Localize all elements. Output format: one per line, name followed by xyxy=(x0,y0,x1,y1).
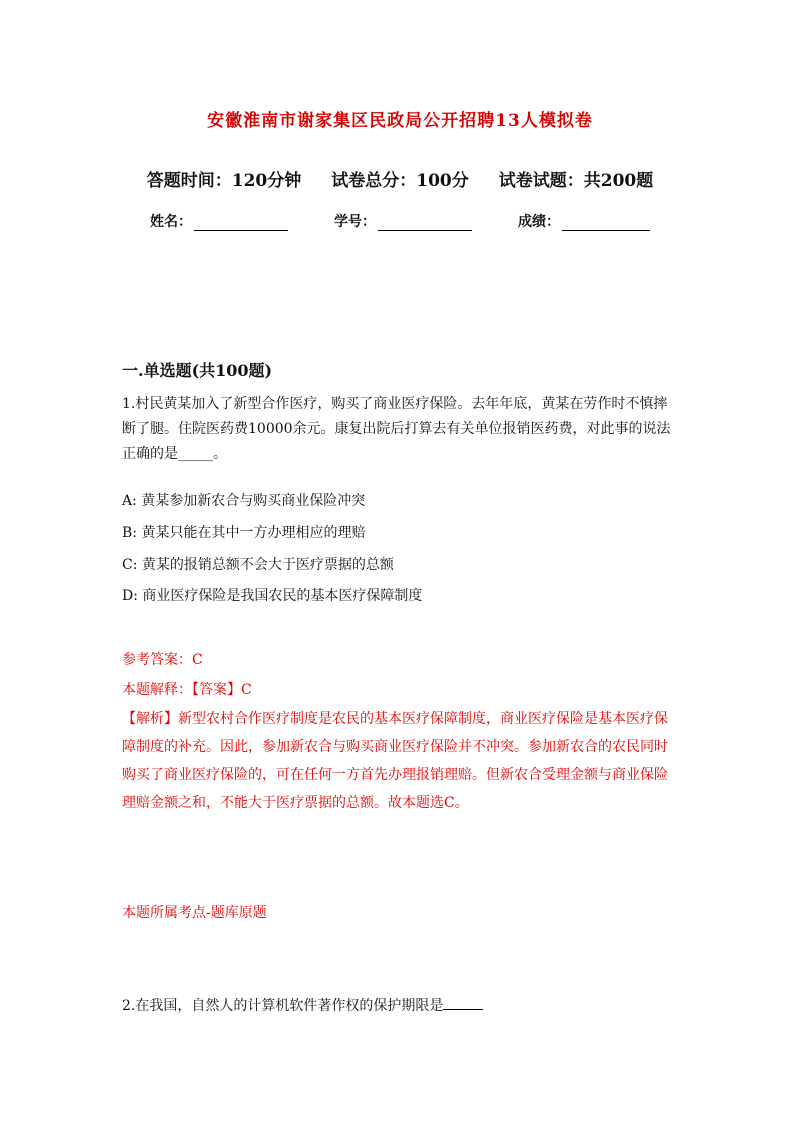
name-label: 姓名： xyxy=(150,214,192,230)
id-blank xyxy=(378,216,472,231)
id-label: 学号： xyxy=(334,214,376,230)
section-title: 一.单选题(共100题) xyxy=(122,361,273,380)
name-blank xyxy=(194,216,288,231)
exam-time: 答题时间：120分钟 xyxy=(146,171,302,191)
student-fields xyxy=(0,211,800,231)
option-c: C: 黄某的报销总额不会大于医疗票据的总额 xyxy=(122,557,394,573)
option-d: D: 商业医疗保险是我国农民的基本医疗保障制度 xyxy=(122,588,423,604)
question-2 xyxy=(122,994,678,1019)
analysis-head: 本题解释：【答案】C xyxy=(122,682,252,698)
reference-answer: 参考答案：C xyxy=(122,652,203,668)
grade-label: 成绩： xyxy=(518,214,560,230)
exam-count: 试卷试题：共200题 xyxy=(498,171,654,191)
question-1-text: 1.村民黄某加入了新型合作医疗，购买了商业医疗保险。去年年底，黄某在劳作时不慎摔断了腿。住院医药费10000余元。康复出院后打算去有关单位报销医药费，对此事的说法正确的是_____。 xyxy=(122,396,671,462)
answer-blank xyxy=(443,997,483,1010)
grade-blank xyxy=(562,216,650,231)
option-a: A: 黄某参加新农合与购买商业保险冲突 xyxy=(122,493,366,509)
id-field xyxy=(334,211,472,231)
analysis-text: 【解析】新型农村合作医疗制度是农民的基本医疗保障制度，商业医疗保险是基本医疗保障制度的补充。因此，参加新农合与购买商业医疗保险并不冲突。参加新农合的农民同时购买了商业医疗保险的，可在任何一方首先办理报销理赔。但新农合受理金额与商业保险理赔金额之和，不能大于医疗票据的总额。故本题选C。 xyxy=(122,711,668,811)
exam-meta xyxy=(0,166,800,191)
question-2-text: 2.在我国，自然人的计算机软件著作权的保护期限是 xyxy=(122,998,444,1014)
name-field xyxy=(150,211,288,231)
exam-title: 安徽淮南市谢家集区民政局公开招聘13人模拟卷 xyxy=(207,111,593,131)
grade-field xyxy=(518,211,650,231)
option-b: B: 黄某只能在其中一方办理相应的理赔 xyxy=(122,525,366,541)
question-source: 本题所属考点-题库原题 xyxy=(122,905,267,921)
exam-score: 试卷总分：100分 xyxy=(331,171,469,191)
